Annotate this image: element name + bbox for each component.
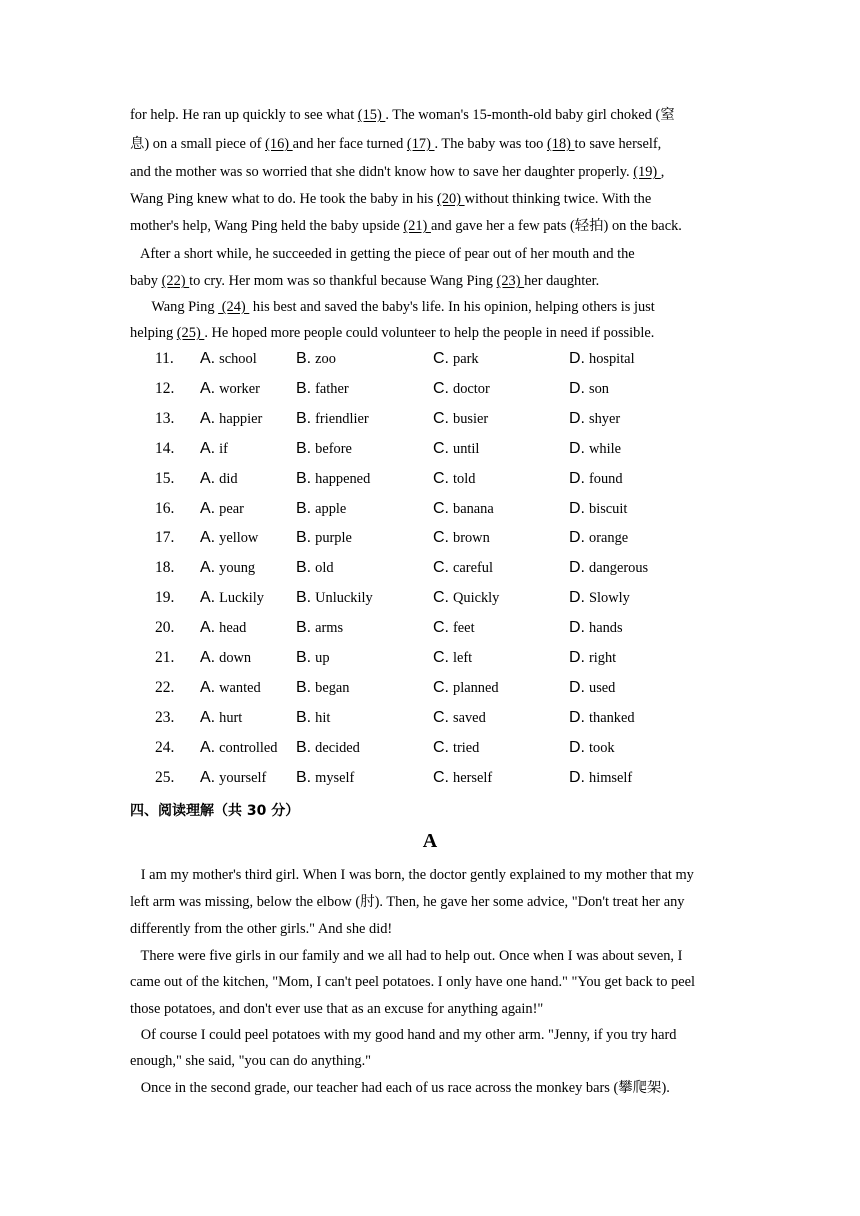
option-b[interactable] (296, 559, 334, 577)
option-text: father (315, 380, 349, 397)
option-letter: B. (296, 439, 312, 457)
option-b[interactable] (296, 380, 349, 398)
option-text: if (219, 440, 228, 457)
option-letter: D. (569, 469, 585, 487)
option-text: yellow (219, 530, 259, 547)
blank-25: (25) (176, 325, 205, 341)
option-row (0, 679, 860, 699)
option-row (0, 380, 860, 400)
text: . The baby was too (434, 136, 547, 152)
option-letter: C. (433, 469, 449, 487)
option-letter: C. (433, 379, 449, 397)
option-text: right (589, 650, 617, 666)
option-text: biscuit (589, 500, 628, 517)
passage-line-5 (130, 217, 740, 235)
option-letter: A. (200, 409, 216, 427)
blank-17: (17) (406, 136, 435, 152)
question-number: 11. (155, 350, 174, 367)
passage-a-line: came out of the kitchen, "Mom, I can't peel potatoes. I only have one hand." "You get back to peel (130, 974, 696, 990)
option-row (0, 350, 860, 370)
option-row (0, 739, 860, 759)
blank-19: (19) (633, 164, 661, 180)
passage-line-8 (130, 298, 740, 316)
option-text: happier (219, 410, 263, 427)
option-text: shyer (589, 410, 621, 427)
option-d[interactable] (569, 589, 630, 607)
option-letter: B. (296, 559, 312, 577)
option-c[interactable] (433, 769, 492, 787)
passage-line-1 (130, 106, 740, 124)
option-letter: C. (433, 678, 449, 696)
option-letter: C. (433, 559, 449, 577)
option-b[interactable] (296, 619, 343, 637)
option-text: zoo (315, 351, 336, 367)
option-a[interactable] (200, 559, 255, 577)
option-letter: D. (569, 619, 585, 637)
option-a[interactable] (200, 739, 277, 757)
option-d[interactable] (569, 559, 648, 577)
passage-a-line: Of course I could peel potatoes with my good hand and my other arm. "Jenny, if you try hard (130, 1027, 677, 1043)
passage-line-2 (130, 135, 740, 153)
option-letter: A. (200, 379, 216, 397)
passage-a-line: differently from the other girls." And she did! (130, 921, 393, 937)
passage-a-line: Once in the second grade, our teacher had each of us race across the monkey bars (攀爬架). (130, 1080, 670, 1096)
option-row (0, 529, 860, 549)
text: and her face turned (292, 136, 407, 152)
option-b[interactable] (296, 679, 350, 697)
blank-22: (22) (161, 273, 190, 289)
passage-a-line: There were five girls in our family and we all had to help out. Once when I was about seven, I (130, 948, 683, 964)
blank-23: (23) (496, 273, 525, 289)
text: Wang Ping knew what to do. He took the baby in his (130, 191, 438, 207)
option-row (0, 559, 860, 579)
option-letter: A. (200, 589, 216, 607)
option-b[interactable] (296, 350, 336, 368)
option-a[interactable] (200, 709, 242, 727)
option-b[interactable] (296, 739, 360, 757)
question-number: 15. (155, 469, 175, 487)
option-text: careful (453, 560, 493, 577)
passage-a-line: those potatoes, and don't ever use that as an excuse for anything again!" (130, 1001, 544, 1017)
option-c[interactable] (433, 380, 490, 398)
option-d[interactable] (569, 709, 635, 727)
text: and the mother was so worried that she didn't know how to save her daughter properly. (130, 164, 634, 180)
option-a[interactable] (200, 679, 261, 697)
option-text: Luckily (219, 590, 264, 607)
option-text: yourself (219, 769, 267, 786)
option-b[interactable] (296, 589, 373, 607)
option-b[interactable] (296, 410, 369, 428)
option-d[interactable] (569, 649, 616, 667)
option-letter: D. (569, 379, 585, 397)
option-row (0, 500, 860, 520)
section-title: 四、阅读理解（共 30 分） (130, 803, 300, 819)
option-text: young (219, 560, 256, 577)
option-a[interactable] (200, 589, 264, 607)
option-letter: A. (200, 559, 216, 577)
option-text: hit (315, 709, 331, 726)
option-d[interactable] (569, 380, 609, 398)
text: without thinking twice. With the (464, 191, 652, 207)
option-text: took (589, 739, 615, 756)
option-letter: C. (433, 589, 449, 607)
option-text: myself (315, 769, 355, 786)
question-number: 22. (155, 678, 175, 696)
option-row (0, 709, 860, 729)
option-d[interactable] (569, 350, 635, 368)
option-text: left (453, 650, 473, 666)
option-text: up (315, 650, 330, 666)
question-number: 25. (155, 768, 175, 786)
option-text: wanted (219, 679, 261, 696)
option-letter: D. (569, 409, 585, 427)
option-letter: D. (569, 499, 585, 517)
option-letter: D. (569, 589, 585, 607)
option-text: dangerous (589, 560, 649, 577)
option-text: banana (453, 500, 494, 517)
option-d[interactable] (569, 529, 628, 547)
option-letter: B. (296, 469, 312, 487)
option-b[interactable] (296, 709, 330, 727)
option-text: apple (315, 500, 347, 517)
option-letter: B. (296, 678, 312, 696)
option-text: friendlier (315, 410, 369, 427)
option-text: began (315, 679, 350, 696)
option-c[interactable] (433, 559, 493, 577)
text: his best and saved the baby's life. In his opinion, helping others is just (249, 299, 655, 315)
blank-20: (20) (437, 191, 465, 207)
option-letter: B. (296, 589, 312, 607)
option-d[interactable] (569, 440, 621, 458)
option-text: park (453, 351, 479, 367)
option-text: thanked (589, 709, 635, 726)
option-text: arms (315, 620, 344, 637)
option-letter: D. (569, 529, 585, 547)
option-text: Quickly (453, 590, 500, 607)
option-text: hospital (589, 351, 635, 367)
option-text: herself (453, 769, 493, 786)
option-letter: B. (296, 350, 312, 367)
passage-line-4 (130, 190, 740, 208)
passage-a-title: A (422, 830, 438, 852)
option-text: purple (315, 530, 352, 547)
option-letter: C. (433, 409, 449, 427)
blank-15: (15) (357, 107, 386, 123)
option-letter: B. (296, 649, 312, 666)
option-letter: D. (569, 350, 585, 367)
option-text: did (219, 470, 238, 487)
option-letter: B. (296, 409, 312, 427)
option-c[interactable] (433, 739, 479, 757)
option-letter: A. (200, 708, 216, 726)
option-letter: B. (296, 768, 312, 786)
question-number: 16. (155, 499, 175, 517)
option-b[interactable] (296, 440, 352, 458)
question-number: 23. (155, 708, 175, 726)
option-text: down (219, 650, 252, 666)
option-c[interactable] (433, 470, 475, 488)
option-c[interactable] (433, 529, 490, 547)
option-text: hurt (219, 709, 243, 726)
text: for help. He ran up quickly to see what (130, 107, 358, 123)
option-a[interactable] (200, 410, 262, 428)
option-letter: D. (569, 708, 585, 726)
option-text: planned (453, 679, 499, 696)
question-number: 24. (155, 738, 175, 756)
question-number: 20. (155, 619, 175, 637)
option-text: orange (589, 530, 629, 547)
option-letter: B. (296, 379, 312, 397)
option-d[interactable] (569, 470, 623, 488)
option-text: happened (315, 470, 371, 487)
text: baby (130, 273, 162, 289)
text: her daughter. (524, 273, 600, 289)
option-letter: A. (200, 768, 216, 786)
option-text: before (315, 440, 352, 457)
option-text: old (315, 560, 334, 577)
option-letter: A. (200, 439, 216, 457)
option-letter: A. (200, 678, 216, 696)
option-text: son (589, 380, 609, 397)
option-text: saved (453, 709, 486, 726)
text: to save herself, (574, 136, 662, 152)
option-letter: D. (569, 768, 585, 786)
option-text: told (453, 470, 476, 487)
option-text: brown (453, 530, 490, 547)
option-d[interactable] (569, 679, 615, 697)
option-letter: A. (200, 529, 216, 547)
option-row (0, 649, 860, 669)
option-c[interactable] (433, 440, 479, 458)
passage-a-line: I am my mother's third girl. When I was born, the doctor gently explained to my mother that my (130, 867, 694, 883)
option-text: Slowly (589, 590, 630, 607)
option-letter: C. (433, 619, 449, 637)
blank-16: (16) (265, 136, 293, 152)
question-number: 14. (155, 439, 175, 457)
option-c[interactable] (433, 709, 486, 727)
option-c[interactable] (433, 679, 499, 697)
option-text: school (219, 351, 257, 367)
option-letter: C. (433, 738, 449, 756)
option-text: tried (453, 739, 480, 756)
option-c[interactable] (433, 649, 472, 667)
option-b[interactable] (296, 470, 370, 488)
question-number: 17. (155, 529, 175, 547)
question-number: 12. (155, 379, 175, 397)
option-c[interactable] (433, 350, 479, 368)
blank-24: (24) (218, 299, 250, 315)
option-row (0, 470, 860, 490)
option-letter: B. (296, 619, 312, 637)
option-letter: A. (200, 499, 216, 517)
option-letter: C. (433, 350, 449, 367)
text: . The woman's 15-month-old baby girl choked (窒 (385, 107, 675, 123)
option-a[interactable] (200, 769, 266, 787)
text: Wang Ping (130, 299, 219, 315)
option-a[interactable] (200, 500, 244, 518)
option-text: hands (589, 620, 623, 637)
text: to cry. Her mom was so thankful because Wang Ping (189, 273, 497, 289)
option-d[interactable] (569, 410, 620, 428)
option-text: himself (589, 769, 633, 786)
option-row (0, 619, 860, 639)
option-row (0, 769, 860, 789)
text: helping (130, 325, 177, 341)
option-c[interactable] (433, 589, 499, 607)
option-text: decided (315, 739, 360, 756)
option-a[interactable] (200, 350, 257, 368)
option-text: used (589, 679, 616, 696)
option-b[interactable] (296, 500, 346, 518)
option-letter: C. (433, 529, 449, 547)
blank-18: (18) (546, 136, 575, 152)
option-text: busier (453, 410, 489, 427)
option-letter: A. (200, 738, 216, 756)
option-letter: D. (569, 439, 585, 457)
passage-line-3 (130, 163, 740, 181)
option-letter: D. (569, 678, 585, 696)
option-letter: A. (200, 469, 216, 487)
option-letter: B. (296, 738, 312, 756)
option-letter: C. (433, 649, 449, 666)
option-text: until (453, 440, 480, 457)
option-text: pear (219, 500, 244, 517)
option-letter: D. (569, 559, 585, 577)
option-b[interactable] (296, 649, 330, 667)
option-a[interactable] (200, 529, 258, 547)
text: . He hoped more people could volunteer to help the people in need if possible. (204, 325, 655, 341)
option-d[interactable] (569, 619, 623, 637)
text: and gave her a few pats (轻拍) on the back. (430, 218, 682, 234)
passage-a-line: enough," she said, "you can do anything." (130, 1053, 372, 1069)
option-a[interactable] (200, 619, 246, 637)
option-letter: A. (200, 619, 216, 637)
passage-line-7 (130, 272, 740, 290)
passage-line-9 (130, 324, 740, 342)
option-row (0, 410, 860, 430)
passage-line-6: After a short while, he succeeded in getting the piece of pear out of her mouth and the (130, 246, 635, 262)
question-number: 13. (155, 409, 175, 427)
text: , (660, 164, 665, 180)
option-text: head (219, 620, 247, 637)
option-text: worker (219, 380, 260, 397)
option-b[interactable] (296, 769, 354, 787)
option-letter: B. (296, 499, 312, 517)
option-text: Unluckily (315, 590, 373, 607)
option-a[interactable] (200, 380, 260, 398)
option-letter: C. (433, 768, 449, 786)
option-letter: D. (569, 738, 585, 756)
option-letter: D. (569, 649, 585, 666)
option-a[interactable] (200, 649, 251, 667)
question-number: 18. (155, 559, 175, 577)
option-a[interactable] (200, 470, 238, 488)
option-text: while (589, 440, 621, 457)
option-b[interactable] (296, 529, 352, 547)
option-d[interactable] (569, 769, 632, 787)
blank-21: (21) (403, 218, 431, 234)
passage-a-line: left arm was missing, below the elbow (肘). Then, he gave her some advice, "Don't treat her any (130, 894, 685, 910)
option-text: controlled (219, 739, 278, 756)
text: 息) on a small piece of (130, 136, 266, 152)
option-letter: A. (200, 649, 216, 666)
option-text: found (589, 470, 623, 487)
option-c[interactable] (433, 410, 488, 428)
option-a[interactable] (200, 440, 228, 458)
option-letter: B. (296, 708, 312, 726)
option-letter: A. (200, 350, 216, 367)
option-d[interactable] (569, 739, 615, 757)
question-number: 21. (155, 649, 175, 666)
text: mother's help, Wang Ping held the baby upside (130, 218, 404, 234)
option-row (0, 440, 860, 460)
option-c[interactable] (433, 619, 475, 637)
option-letter: C. (433, 499, 449, 517)
question-number: 19. (155, 589, 175, 607)
option-letter: B. (296, 529, 312, 547)
option-d[interactable] (569, 500, 627, 518)
option-letter: C. (433, 708, 449, 726)
option-c[interactable] (433, 500, 494, 518)
option-text: doctor (453, 380, 490, 397)
option-row (0, 589, 860, 609)
option-letter: C. (433, 439, 449, 457)
option-text: feet (453, 620, 475, 637)
